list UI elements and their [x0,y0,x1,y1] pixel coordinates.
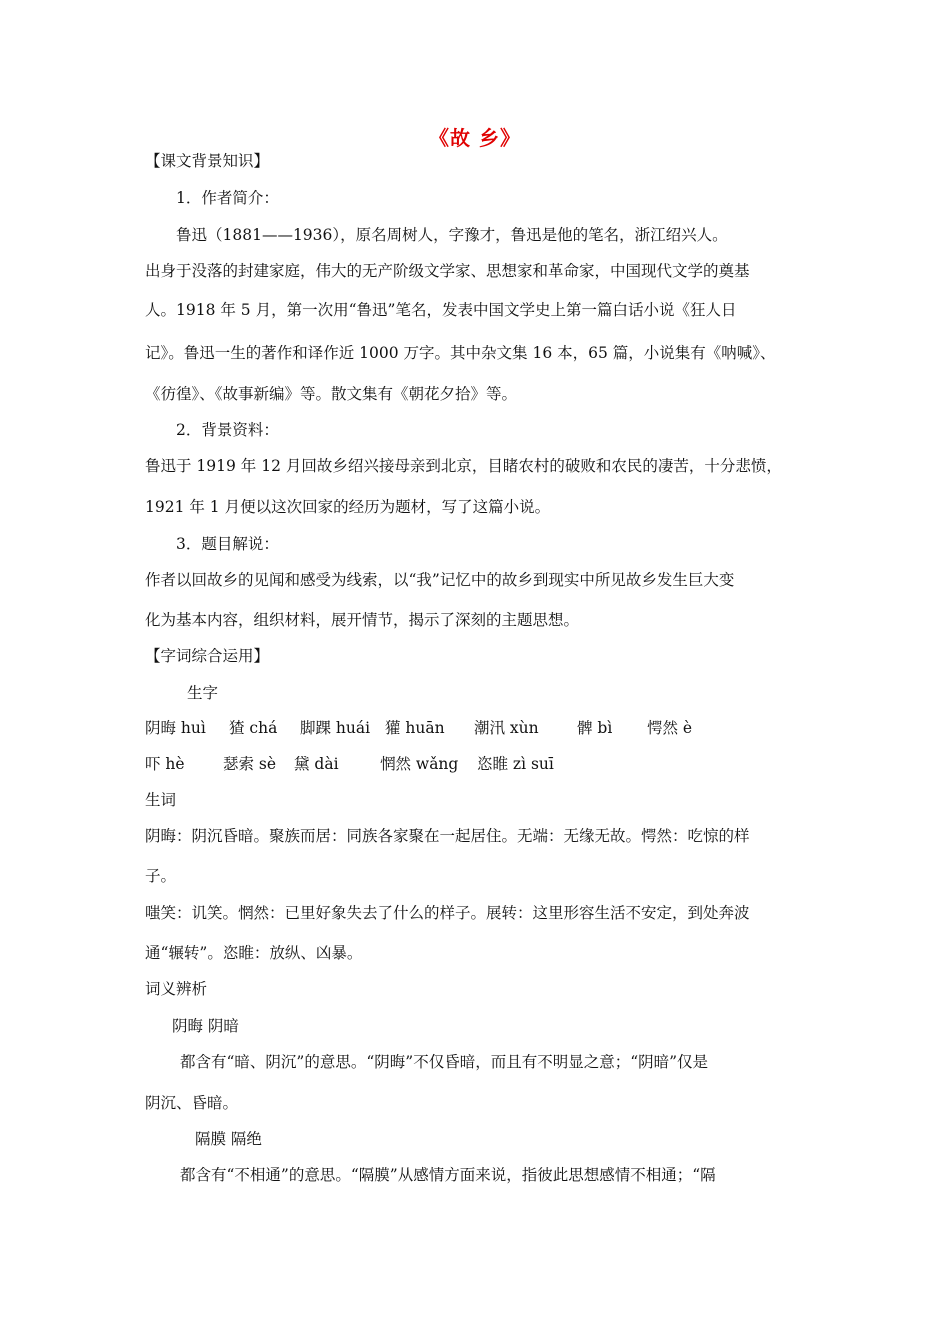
char-entry: 惘然 wǎng [380,755,459,773]
author-line: 出身于没落的封建家庭，伟大的无产阶级文学家、思想家和革命家，中国现代文学的奠基 [145,262,750,280]
background-heading: 2．背景资料： [176,421,279,439]
word-pair: 隔膜 隔绝 [195,1130,262,1148]
author-heading: 1．作者简介： [176,189,279,207]
char-entry: 髀 bì [577,719,613,737]
page-title: 《故 乡》 [429,126,521,150]
title-explanation-line: 化为基本内容，组织材料，展开情节，揭示了深刻的主题思想。 [145,611,580,629]
author-line: 人。1918 年 5 月，第一次用“鲁迅”笔名，发表中国文学史上第一篇白话小说《狂人日 [145,301,737,319]
word-line: 子。 [145,867,177,885]
char-entry: 吓 hè [145,755,185,773]
char-entry: 脚踝 huái [300,719,371,737]
author-line: 记》。鲁迅一生的著作和译作近 1000 万字。其中杂文集 16 本，65 篇，小说集有《呐喊》、 [145,344,776,362]
new-words-label: 生词 [145,791,177,809]
word-line: 嗤笑：讥笑。惘然：已里好象失去了什么的样子。展转：这里形容生活不安定，到处奔波 [145,904,750,922]
char-entry: 恣睢 zì suī [477,755,554,773]
background-line: 鲁迅于 1919 年 12 月回故乡绍兴接母亲到北京，目睹农村的破败和农民的凄苦，十分悲愤， [145,457,782,475]
title-explanation-line: 作者以回故乡的见闻和感受为线索，以“我”记忆中的故乡到现实中所见故乡发生巨大变 [145,571,735,589]
char-entry: 潮汛 xùn [474,719,539,737]
new-chars-label: 生字 [187,684,219,702]
analysis-label: 词义辨析 [145,980,208,998]
word-pair: 阴晦 阴暗 [172,1017,239,1035]
section-header-background: 【课文背景知识】 [145,152,270,170]
background-line: 1921 年 1 月便以这次回家的经历为题材，写了这篇小说。 [145,498,551,516]
char-entry: 瑟索 sè [223,755,277,773]
pair-explanation-line: 都含有“暗、阴沉”的意思。“阴晦”不仅昏暗，而且有不明显之意；“阴暗”仅是 [180,1053,709,1071]
pair-explanation-line: 阴沉、昏暗。 [145,1094,239,1112]
author-line: 《彷徨》、《故事新编》等。散文集有《朝花夕拾》等。 [145,385,518,403]
section-header-vocab: 【字词综合运用】 [145,647,270,665]
pair-explanation-line: 都含有“不相通”的意思。“隔膜”从感情方面来说，指彼此思想感情不相通；“隔 [180,1166,716,1184]
char-entry: 獾 huān [385,719,445,737]
author-line: 鲁迅（1881——1936），原名周树人，字豫才，鲁迅是他的笔名，浙江绍兴人。 [176,226,728,244]
word-line: 阴晦：阴沉昏暗。聚族而居：同族各家聚在一起居住。无端：无缘无故。愕然：吃惊的样 [145,827,750,845]
char-entry: 黛 dài [294,755,339,773]
char-entry: 猹 chá [229,719,278,737]
char-entry: 阴晦 huì [145,719,206,737]
word-line: 通“辗转”。恣睢：放纵、凶暴。 [145,944,363,962]
char-entry: 愕然 è [647,719,693,737]
title-explanation-heading: 3．题目解说： [176,535,279,553]
